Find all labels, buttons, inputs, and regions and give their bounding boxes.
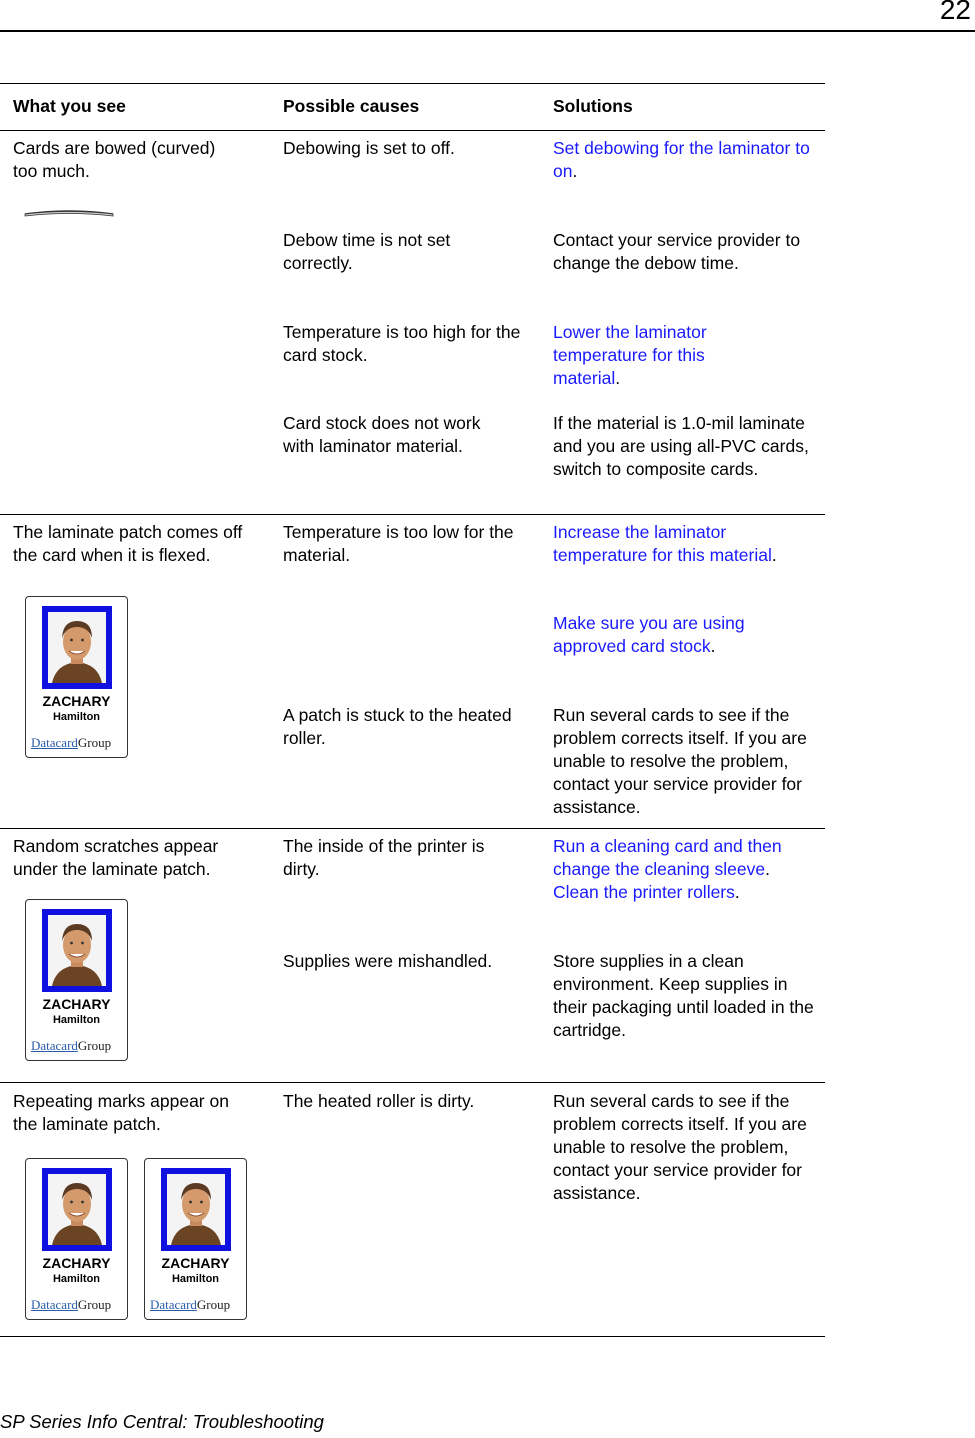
card-brand-logo: DatacardGroup [31,1297,112,1312]
solution: Set debowing for the laminator to on. [553,138,810,181]
id-card-image [144,1158,247,1320]
symptom-random-scratches: Random scratches appear under the laminate patch. [13,836,219,879]
card-first-name: ZACHARY [42,693,111,709]
header-possible-causes: Possible causes [283,96,420,116]
header-solutions: Solutions [553,96,633,116]
footer-title: SP Series Info Central: Troubleshooting [0,1411,324,1432]
link-lower-temperature[interactable]: Lower the laminator temperature for this material [553,322,707,388]
header-rule [0,30,975,32]
solution: Store supplies in a clean environment. Keep supplies in their packaging until loaded in the cartridge. [553,951,814,1040]
portrait-image [48,612,106,683]
portrait-image [48,1174,106,1245]
solution: Run a cleaning card and then change the cleaning sleeve. Clean the printer rollers. [553,836,782,902]
card-last-name: Hamilton [52,1273,101,1285]
cause: Temperature is too low for the material. [283,522,514,565]
cause: The heated roller is dirty. [283,1091,475,1111]
cause: Supplies were mishandled. [283,951,493,971]
solution: Run several cards to see if the problem corrects itself. If you are unable to resolve the problem, contact your service provider for assistance. [553,1091,807,1203]
card-last-name: Hamilton [171,1273,220,1285]
cause: Temperature is too high for the card stock. [283,322,521,365]
solution: Increase the laminator temperature for this material. [553,522,777,565]
row-rule [0,828,825,829]
card-first-name: ZACHARY [42,1255,111,1271]
link-increase-temperature[interactable]: Increase the laminator temperature for this material [553,522,772,565]
card-last-name: Hamilton [52,711,101,723]
solution: If the material is 1.0-mil laminate and you are using all-PVC cards, switch to composite cards. [553,413,809,479]
link-run-cleaning-card[interactable]: Run a cleaning card and then change the cleaning sleeve [553,836,782,879]
id-card-image [25,1158,128,1320]
header-bottom-rule [0,130,825,131]
solution: Run several cards to see if the problem corrects itself. If you are unable to resolve the problem, contact your service provider for assistance. [553,705,807,817]
id-card-image [25,899,128,1061]
symptom-cards-bowed: Cards are bowed (curved) too much. [13,138,216,181]
card-first-name: ZACHARY [42,996,111,1012]
card-last-name: Hamilton [52,1014,101,1026]
card-brand-logo: DatacardGroup [150,1297,231,1312]
solution: Make sure you are using approved card stock. [553,613,745,656]
cause: Debowing is set to off. [283,138,455,158]
card-first-name: ZACHARY [161,1255,230,1271]
card-brand-logo: DatacardGroup [31,1038,112,1053]
cause: Debow time is not set correctly. [283,230,451,273]
card-brand-logo: DatacardGroup [31,735,112,750]
symptom-patch-comes-off: The laminate patch comes off the card when it is flexed. [13,522,243,565]
row-rule [0,514,825,515]
table-bottom-rule [0,1336,825,1337]
link-set-debowing[interactable]: Set debowing for the laminator to on [553,138,810,181]
portrait-image [48,915,106,986]
link-clean-rollers[interactable]: Clean the printer rollers [553,882,735,902]
link-approved-card-stock[interactable]: Make sure you are using approved card stock [553,613,745,656]
symptom-repeating-marks: Repeating marks appear on the laminate patch. [13,1091,229,1134]
id-card-image [25,596,128,758]
cause: Card stock does not work with laminator material. [283,413,481,456]
solution: Contact your service provider to change the debow time. [553,230,801,273]
cause: A patch is stuck to the heated roller. [283,705,512,748]
portrait-image [167,1174,225,1245]
table-top-rule [0,83,825,84]
header-what-you-see: What you see [13,96,126,116]
cause: The inside of the printer is dirty. [283,836,485,879]
page-number: 22 [939,0,971,25]
row-rule [0,1082,825,1083]
bowed-card-illustration [24,209,114,217]
solution: Lower the laminator temperature for this material. [553,322,707,388]
